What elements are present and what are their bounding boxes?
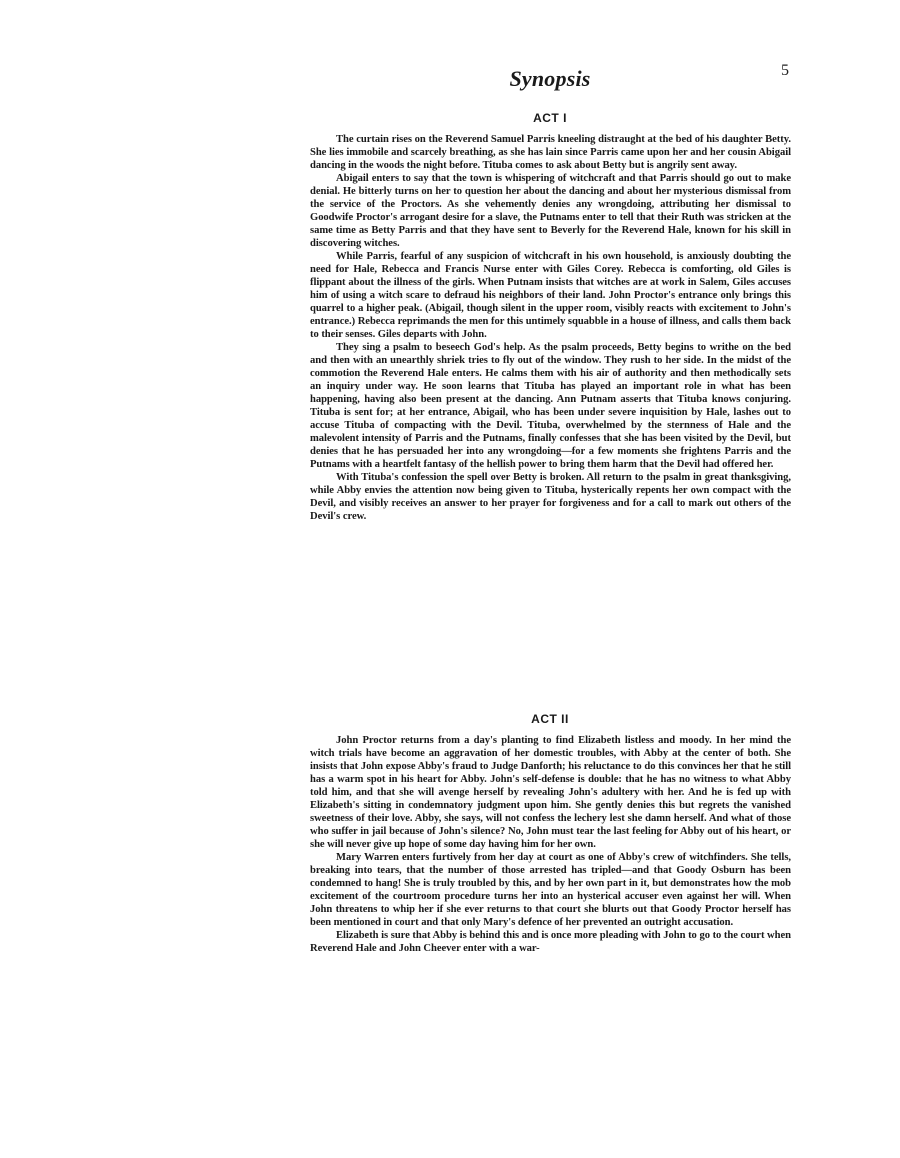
paragraph: Elizabeth is sure that Abby is behind this and is once more pleading with John to go to the court when Reverend Hale and John Cheever enter with a war- bbox=[310, 930, 791, 954]
page-title: Synopsis bbox=[509, 66, 591, 91]
paragraph: They sing a psalm to beseech God's help. As the psalm proceeds, Betty begins to writhe on the bed and then with an unearthly shriek tries to fly out of the window. They rush to her side. In the midst of the commotion the Reverend Hale enters. He calms them with his air of authority and then methodically sets an inquiry under way. He soon learns that Tituba has played an important role in what has been happening, having also been present at the dancing. Ann Putnam asserts that Tituba knows conjuring. Tituba is sent for; at her entrance, Abigail, who has been under severe inquisition by Hale, lashes out to accuse Tituba of compacting with the Devil. Tituba, overwhelmed by the sternness of Hale and the malevolent intensity of Parris and the Putnams, finally confesses that she has been visited by the Devil, but denies that he has persuaded her into any wrongdoing—for a few moments she frightens Parris and the Putnams with a heartfelt fantasy of the hellish power to bring them harm that the Devil had offered her. bbox=[310, 342, 791, 470]
paragraph: John Proctor returns from a day's planting to find Elizabeth listless and moody. In her mind the witch trials have become an aggravation of her domestic troubles, with Abby at the center of both. She insists that John expose Abby's fraud to Judge Danforth; his reluctance to do this convinces her that he still has a warm spot in his heart for Abby. John's self-defense is double: that he has no witness to what Abby told him, and that she will avenge herself by revealing John's adultery with her. And he is fed up with Elizabeth's sitting in condemnatory judgment upon him. She gently denies this but regrets the vanished sweetness of their love. Abby, she says, will not confess the lechery lest she damn herself. And what of those who suffer in jail because of John's silence? No, John must tear the last feeling for Abby out of his heart, or she will never give up hope of some day having him for her own. bbox=[310, 735, 791, 850]
paragraph: Mary Warren enters furtively from her day at court as one of Abby's crew of witchfinders. She tells, breaking into tears, that the number of those arrested has tripled—and that Goody Osburn has been condemned to hang! She is truly troubled by this, and by her own part in it, but demonstrates how the mob excitement of the courtroom procedure turns her into an hysterical accuser even against her will. When John threatens to whip her if she ever returns to that court she blurts out that Goody Proctor herself has been mentioned in court and that only Mary's defence of her prevented an outright accusation. bbox=[310, 852, 791, 928]
paragraph: Abigail enters to say that the town is whispering of witchcraft and that Parris should go out to make denial. He bitterly turns on her to question her about the dancing and about her mysterious dismissal from the service of the Proctors. As she vehemently denies any wrongdoing, attributing her dismissal to Goodwife Proctor's arrogant desire for a slave, the Putnams enter to tell that their Ruth was stricken at the same time as Betty Parris and that they have sent to Beverly for the Reverend Hale, known for his skill in discovering witches. bbox=[310, 173, 791, 249]
page-number: 5 bbox=[781, 62, 789, 79]
paragraph: With Tituba's confession the spell over Betty is broken. All return to the psalm in great thanksgiving, while Abby envies the attention now being given to Tituba, hysterically repents her own compact with the Devil, and visibly receives an answer to her prayer for forgiveness and for a call to mark out others of the Devil's crew. bbox=[310, 472, 791, 522]
act-section bbox=[310, 133, 791, 523]
act-heading: ACT I bbox=[533, 111, 567, 125]
act-heading: ACT II bbox=[531, 712, 569, 726]
act-section bbox=[310, 734, 791, 955]
paragraph: While Parris, fearful of any suspicion of witchcraft in his own household, is anxiously doubting the need for Hale, Rebecca and Francis Nurse enter with Giles Corey. Rebecca is comforting, old Giles is flippant about the illness of the girls. When Putnam insists that witches are at work in Salem, Giles accuses him of using a witch scare to defraud his neighbors of their land. John Proctor's entrance only brings this quarrel to a higher peak. (Abigail, though silent in the upper room, visibly reacts with excitement to John's entrance.) Rebecca reprimands the men for this untimely squabble in a house of illness, and calls them back to their senses. Giles departs with John. bbox=[310, 251, 791, 340]
paragraph: The curtain rises on the Reverend Samuel Parris kneeling distraught at the bed of his daughter Betty. She lies immobile and scarcely breathing, as she has lain since Parris came upon her and her cousin Abigail dancing in the woods the night before. Tituba comes to ask about Betty but is angrily sent away. bbox=[310, 134, 791, 171]
